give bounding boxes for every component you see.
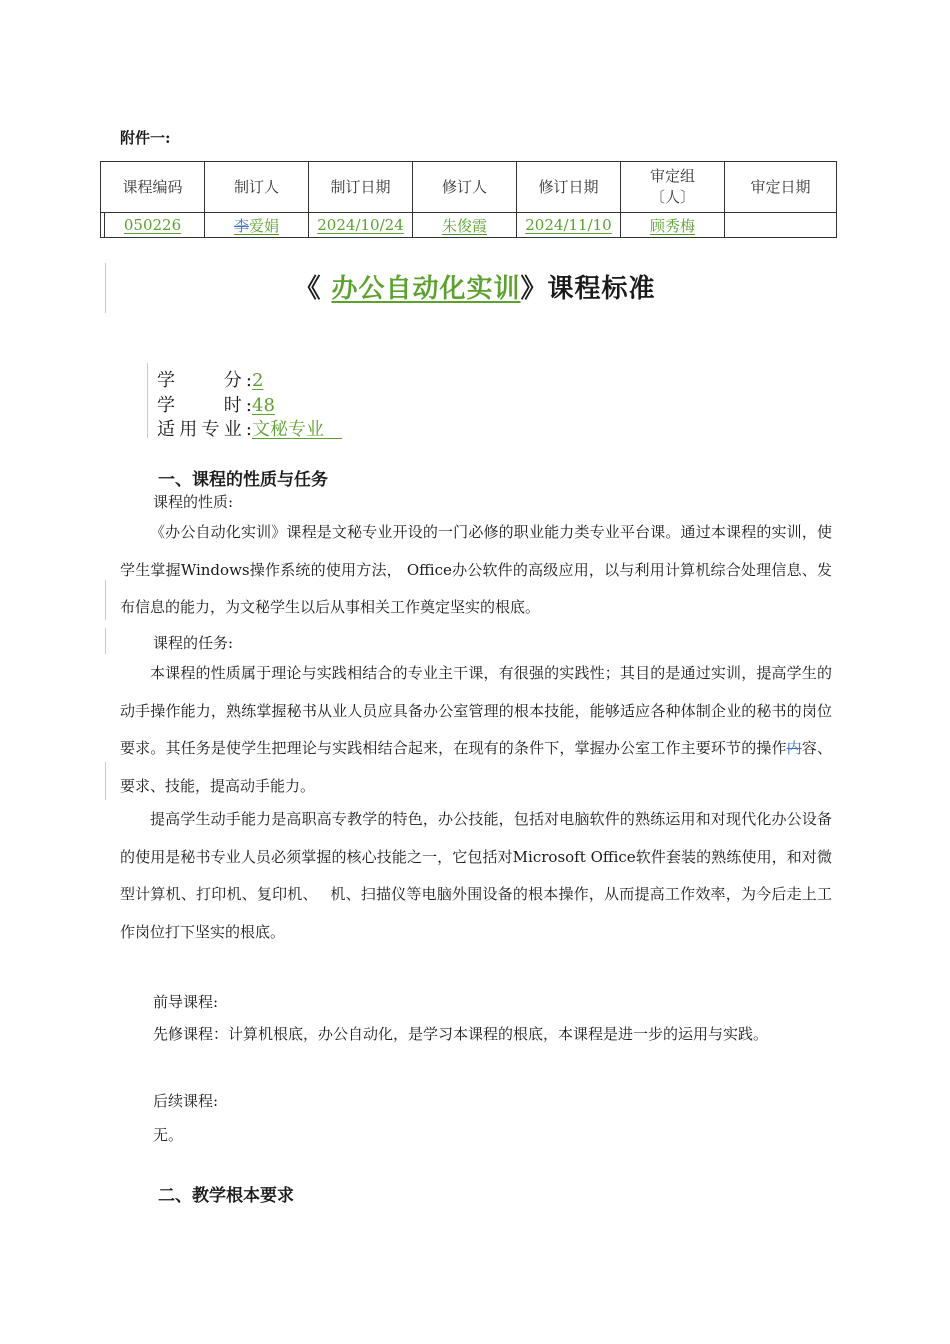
major-row	[157, 415, 342, 441]
followup-label: 后续课程:	[153, 1092, 219, 1110]
margin-marker-info	[147, 363, 148, 438]
page-title	[0, 268, 950, 305]
table-left-double-border	[104, 212, 105, 238]
header-review-date: 审定日期	[725, 162, 837, 213]
header-reviser: 修订人	[413, 162, 517, 213]
credit-label: 学 分:	[157, 370, 252, 391]
title-suffix: 》课程标准	[520, 274, 656, 304]
header-author-date: 制订日期	[309, 162, 413, 213]
skills-paragraph: 提高学生动手能力是高职高专教学的特色，办公技能，包括对电脑软件的熟练运用和对现代化办公设备的使用是秘书专业人员必须掌握的核心技能之一，它包括对Microsoft Office软件套装的熟练使用，和对微型计算机、打印机、复印机、 机、扫描仪等电脑外围设备的根本操作，从而提高工作效率，为今后走上工作岗位打下坚实的根底。	[120, 810, 832, 941]
author-struck-char: 李	[233, 216, 249, 235]
section1-heading: 一、课程的性质与任务	[158, 470, 328, 490]
task-text-b: 容、要求、技能，提高动手能力。	[120, 739, 832, 795]
attachment-label: 附件一:	[120, 129, 171, 147]
task-label: 课程的任务:	[153, 634, 234, 652]
task-paragraph	[120, 655, 832, 805]
table-value-row	[101, 213, 837, 238]
value-author-date[interactable]: 2024/10/24	[309, 213, 413, 238]
task-struck-char: 内	[786, 739, 802, 757]
table-header-row	[101, 162, 837, 213]
followup-text: 无。	[153, 1126, 184, 1144]
nature-label: 课程的性质:	[153, 493, 234, 511]
credit-row	[157, 366, 263, 392]
nature-paragraph: 《办公自动化实训》课程是文秘专业开设的一门必修的职业能力类专业平台课。通过本课程的实训，使学生掌握Windows操作系统的使用方法， Office办公软件的高级应用，以与利用计算机综合处理信息、发布信息的能力，为文秘学生以后从事相关工作奠定坚实的根底。	[120, 523, 832, 616]
header-revise-date: 修订日期	[517, 162, 621, 213]
value-reviser[interactable]: 朱俊霞	[413, 213, 517, 238]
section2-heading: 二、教学根本要求	[158, 1186, 294, 1206]
hours-label: 学 时:	[157, 395, 252, 416]
header-author: 制订人	[205, 162, 309, 213]
value-course-code[interactable]: 050226	[101, 213, 205, 238]
header-reviewer	[621, 162, 725, 213]
task-text-a: 本课程的性质属于理论与实践相结合的专业主干课，有很强的实践性；其目的是通过实训，提高学生的动手操作能力，熟练掌握秘书从业人员应具备办公室管理的根本技能，能够适应各种体制企业的秘书的岗位要求。其任务是使学生把理论与实践相结合起来，在现有的条件下，掌握办公室工作主要环节的操作	[120, 664, 832, 757]
title-open-bracket: 《	[294, 274, 322, 304]
margin-marker-para1	[105, 580, 106, 620]
header-reviewer-line2: 〔人〕	[649, 188, 695, 206]
hours-value[interactable]: 48	[252, 395, 275, 416]
header-reviewer-line1: 审定组	[649, 167, 695, 185]
value-review-date[interactable]	[725, 213, 837, 238]
value-revise-date[interactable]: 2024/11/10	[517, 213, 621, 238]
value-author[interactable]	[205, 213, 309, 238]
credit-value[interactable]: 2	[252, 370, 264, 391]
major-value[interactable]: 文秘专业	[252, 419, 342, 440]
margin-marker-task	[105, 628, 106, 654]
course-meta-table	[100, 161, 837, 238]
major-label: 适用专业:	[157, 419, 252, 440]
prereq-label: 前导课程:	[153, 993, 219, 1011]
hours-row	[157, 391, 275, 417]
author-name-rest: 爱娟	[249, 216, 280, 235]
header-course-code: 课程编码	[101, 162, 205, 213]
prereq-text: 先修课程：计算机根底，办公自动化，是学习本课程的根底，本课程是进一步的运用与实践。	[153, 1025, 769, 1043]
margin-marker-para2	[105, 762, 106, 800]
title-course-name[interactable]: 办公自动化实训	[331, 274, 521, 304]
value-reviewer[interactable]: 顾秀梅	[621, 213, 725, 238]
